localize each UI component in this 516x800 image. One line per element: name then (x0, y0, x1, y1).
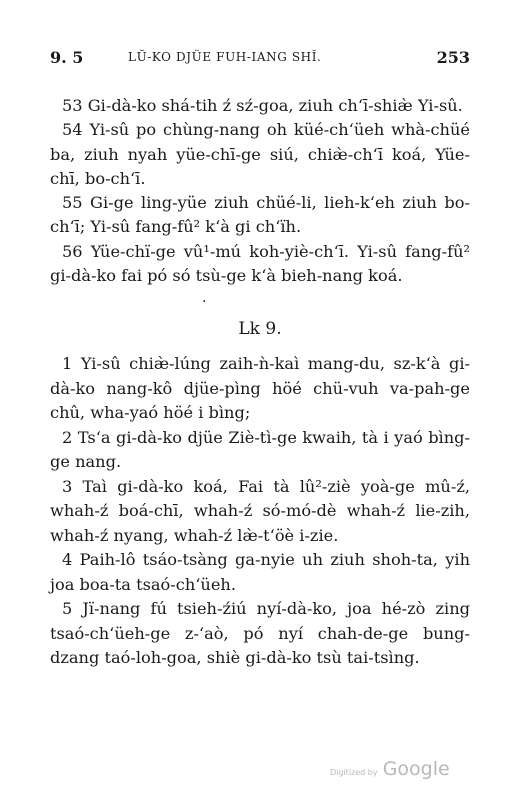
separator-dot: · (202, 294, 207, 311)
section-number: 9. 5 (50, 48, 84, 67)
verse-1: 1 Yi-sû chiæ̀-lúng zaih-ǹ-kaì mang-du, sz-k‘à gi-dà-ko nang-kô djüe-pìng höé chü-vuh va-pah-ge chû, wha-yaó höé i bìng; (50, 354, 470, 423)
running-header (50, 40, 470, 72)
verse-3: 3 Taì gi-dà-ko koá, Fai tà lû²-ziè yoà-ge mû-ź, whah-ź boá-chī, whah-ź só-mó-dè whah-ź lie-zih, whah-ź nyang, whah-ź læ̀-t‘öè i-zie. (50, 476, 470, 545)
verse-53: 53 Gi-dà-ko shá-tih ź sź-goa, ziuh ch‘ī-shiæ̀ Yi-sû. (62, 96, 463, 115)
watermark-prefix: Digitized by (330, 768, 378, 777)
separator-row (50, 288, 470, 314)
verses-chapter-8 (50, 94, 470, 288)
watermark-logo: Google (382, 758, 450, 780)
verse-54: 54 Yi-sû po chùng-nang oh küé-ch‘üeh whà-chüé ba, ziuh nyah yüe-chī-ge siú, chiæ̀-ch‘ī koá, Yüe-chī, bo-ch‘ī. (50, 120, 470, 188)
chapter-heading: Lk 9. (238, 319, 282, 340)
running-title: LŬ-KO DJÜE FUH-IANG SHĬ. (128, 50, 322, 64)
verse-2: 2 Ts‘a gi-dà-ko djüe Ziè-tì-ge kwaih, tà i yaó bìng-ge nang. (50, 427, 470, 472)
book-page (50, 40, 470, 671)
verse-55: 55 Gi-ge ling-yüe ziuh chüé-li, lieh-k‘eh ziuh bo-ch‘ī; Yi-sû fang-fû² k‘à gi ch‘ïh. (50, 193, 470, 237)
verse-56: 56 Yüe-chï-ge vû¹-mú koh-yiè-ch‘ī. Yi-sû fang-fû² gi-dà-ko fai pó só tsù-ge k‘à bieh-nang koá. (50, 241, 470, 286)
verses-chapter-9 (50, 352, 470, 671)
verse-5: 5 Jï-nang fú tsieh-źiú nyí-dà-ko, joa hé-zò zing tsaó-ch‘üeh-ge z-‘aò, pó nyí chah-de-ge bung-dzang taó-loh-goa, shiè gi-dà-ko tsù tai-tsìng. (50, 599, 470, 668)
page-number: 253 (436, 48, 470, 67)
verse-4: 4 Paih-lô tsáo-tsàng ga-nyie uh ziuh shoh-ta, yih joa boa-ta tsaó-ch‘üeh. (50, 550, 470, 594)
google-watermark (330, 758, 450, 780)
